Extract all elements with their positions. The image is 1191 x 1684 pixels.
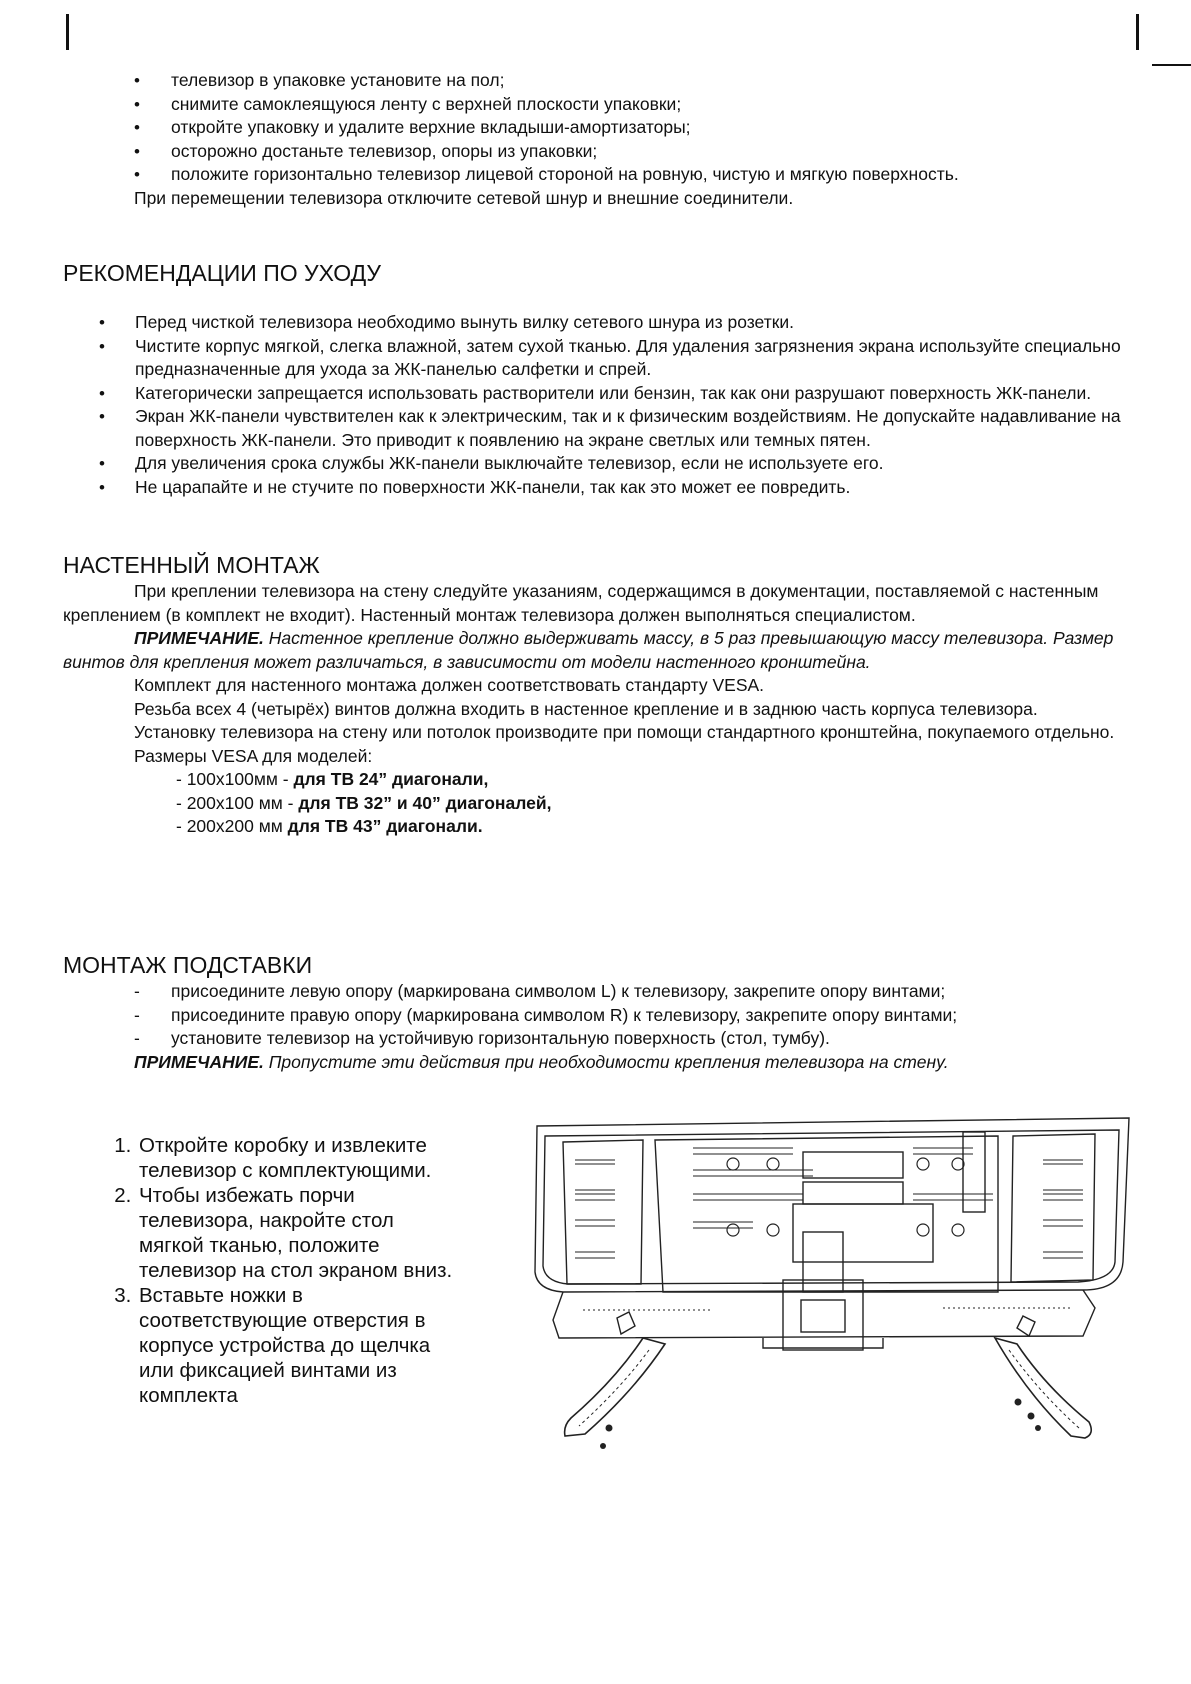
step-item: 3. Вставьте ножки в соответствующие отверстия в корпусе устройства до щелчка или фиксацией винтами из комплекта [137,1283,460,1408]
list-item: - установите телевизор на устойчивую горизонтальную поверхность (стол, тумбу). [0,1027,1191,1051]
vesa-size: - 200x100 мм - [176,792,299,813]
wall-paragraph: Комплект для настенного монтажа должен соответствовать стандарту VESA. [134,675,765,695]
vesa-models: для ТВ 24” диагонали, [293,769,489,789]
note-label: ПРИМЕЧАНИЕ. [134,628,264,648]
vesa-line [63,815,1143,839]
list-item: - присоедините левую опору (маркирована символом L) к телевизору, закрепите опору винтами; [0,980,1191,1004]
list-item: • Экран ЖК-панели чувствителен как к электрическим, так и к физическим воздействиям. Не допускайте надавливание на поверхность ЖК-панели. Это приводит к появлению на экране светлых или темных пятен. [0,405,1191,452]
step-item: 1. Откройте коробку и извлеките телевизор с комплектующими. [137,1133,460,1183]
list-item: • телевизор в упаковке установите на пол; [0,69,1191,93]
note-label: ПРИМЕЧАНИЕ. [134,1051,264,1072]
list-item: • положите горизонтально телевизор лицевой стороной на ровную, чистую и мягкую поверхность. [0,163,1191,187]
steps-list [0,1133,460,1408]
list-item: • Категорически запрещается использовать растворители или бензин, так как они разрушают поверхность ЖК-панели. [0,382,1191,406]
note-text: Настенное крепление должно выдерживать массу, в 5 раз превышающую массу телевизора. Размер винтов для крепления может различаться, в зависимости от модели настенного кронштейна. [63,628,1114,672]
vesa-size: - 100x100мм - [176,769,294,789]
unpack-section [0,69,1191,210]
list-item: • Чистите корпус мягкой, слегка влажной, затем сухой тканью. Для удаления загрязнения экрана используйте специально предназначенные для ухода за ЖК-панелью салфетки и спрей. [0,335,1191,382]
crop-mark-right [1136,14,1139,50]
list-item: • Перед чисткой телевизора необходимо вынуть вилку сетевого шнура из розетки. [0,311,1191,335]
vesa-size: - 200x200 мм [176,816,288,836]
stand-note [0,1051,1191,1075]
wall-note [63,627,1143,674]
stand-title: МОНТАЖ ПОДСТАВКИ [63,952,313,978]
list-item: • снимите самоклеящуюся ленту с верхней плоскости упаковки; [0,93,1191,117]
note-text: Пропустите эти действия при необходимости крепления телевизора на стену. [263,1051,949,1072]
list-item: • Для увеличения срока службы ЖК-панели выключайте телевизор, если не используете его. [0,452,1191,476]
list-item: • откройте упаковку и удалите верхние вкладыши-амортизаторы; [0,116,1191,140]
wall-paragraph: При креплении телевизора на стену следуйте указаниям, содержащимся в документации, поставляемой с настенным креплением (в комплект не входит). Настенный монтаж телевизора должен выполняться специалистом. [63,581,1099,625]
vesa-models: для ТВ 43” диагонали. [287,816,483,836]
wall-paragraph: Резьба всех 4 (четырёх) винтов должна входить в настенное крепление и в заднюю часть корпуса телевизора. [134,698,1038,719]
tv-stand-diagram [523,1112,1133,1472]
list-item: • Не царапайте и не стучите по поверхности ЖК-панели, так как это может ее повредить. [0,476,1191,500]
vesa-title: Размеры VESA для моделей: [134,745,373,766]
care-title: РЕКОМЕНДАЦИИ ПО УХОДУ [63,260,382,286]
crop-mark-left [66,14,69,50]
stand-section [0,980,1191,1074]
vesa-line [63,768,1143,792]
step-item: 2. Чтобы избежать порчи телевизора, накройте стол мягкой тканью, положите телевизор на стол экраном вниз. [137,1183,460,1283]
wall-section [63,580,1143,839]
unpack-note: При перемещении телевизора отключите сетевой шнур и внешние соединители. [134,187,794,208]
vesa-line [63,792,1143,816]
list-item: - присоедините правую опору (маркирована символом R) к телевизору, закрепите опору винтами; [0,1004,1191,1028]
list-item: • осторожно достаньте телевизор, опоры из упаковки; [0,140,1191,164]
vesa-models: для ТВ 32” и 40” диагоналей, [298,792,552,813]
crop-mark-corner [1152,64,1191,66]
wall-paragraph: Установку телевизора на стену или потолок производите при помощи стандартного кронштейна, покупаемого отдельно. [134,722,1115,742]
wall-title: НАСТЕННЫЙ МОНТАЖ [63,552,320,578]
care-section [0,311,1191,499]
